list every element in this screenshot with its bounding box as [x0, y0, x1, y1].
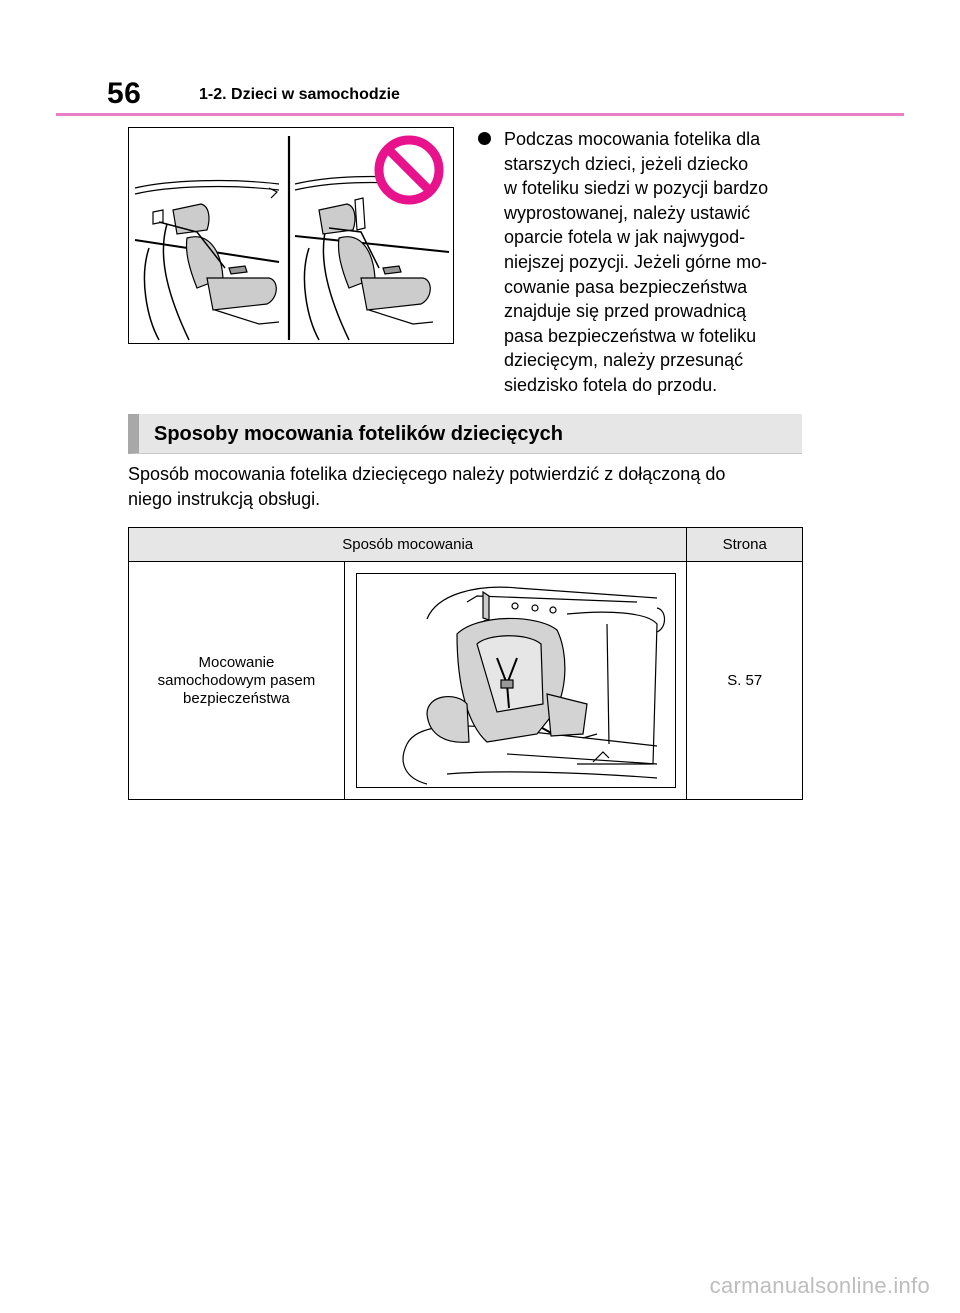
intro-paragraph: [128, 462, 818, 511]
bullet-line: cowanie pasa bezpieczeństwa: [504, 276, 748, 297]
bullet-line: w foteliku siedzi w pozycji bardzo: [504, 178, 769, 199]
prohibition-sign-icon: [379, 140, 439, 200]
installation-methods-table: [128, 527, 803, 800]
bullet-item: [478, 127, 818, 398]
table-header-row: [129, 528, 803, 562]
method-line: bezpieczeństwa: [183, 689, 290, 707]
watermark: carmanualsonline.info: [709, 1273, 930, 1298]
bullet-line: niejszej pozycji. Jeżeli górne mo-: [504, 251, 768, 272]
section-title: 1-2. Dzieci w samochodzie: [199, 86, 400, 103]
header-page: Strona: [687, 528, 803, 562]
method-line: Mocowanie: [198, 653, 275, 671]
bullet-line: wyprostowanej, należy ustawić: [504, 202, 751, 223]
subheading-title: Sposoby mocowania fotelików dziecięcych: [154, 423, 563, 445]
intro-line: Sposób mocowania fotelika dziecięcego należy potwierdzić z dołączoną do: [128, 464, 726, 484]
intro-line: niego instrukcją obsługi.: [128, 488, 321, 509]
method-line: samochodowym pasem: [157, 671, 316, 689]
bullet-line: dziecięcym, należy przesunąć: [504, 350, 744, 371]
bullet-text: [504, 127, 818, 398]
page-number: 56: [107, 77, 142, 110]
method-cell: [129, 562, 345, 800]
header-rule: [56, 113, 904, 116]
booster-seat-illustration: [128, 127, 454, 344]
page-cell: S. 57: [687, 562, 803, 800]
bullet-line: oparcie fotela w jak najwygod-: [504, 227, 746, 248]
header-method: Sposób mocowania: [129, 528, 687, 562]
upright-seat-drawing: [135, 181, 279, 340]
subheading-bar: [128, 414, 802, 454]
illustration-cell: [344, 562, 687, 800]
bullet-dot-icon: [478, 132, 491, 145]
bullet-line: pasa bezpieczeństwa w foteliku: [504, 325, 757, 346]
bullet-line: starszych dzieci, jeżeli dziecko: [504, 153, 749, 174]
bullet-line: znajduje się przed prowadnicą: [504, 301, 747, 322]
table-row: [129, 562, 803, 800]
reclined-seat-drawing: [295, 177, 449, 340]
bullet-line: siedzisko fotela do przodu.: [504, 374, 718, 395]
child-seat-illustration: [356, 573, 676, 788]
bullet-line: Podczas mocowania fotelika dla: [504, 129, 761, 149]
